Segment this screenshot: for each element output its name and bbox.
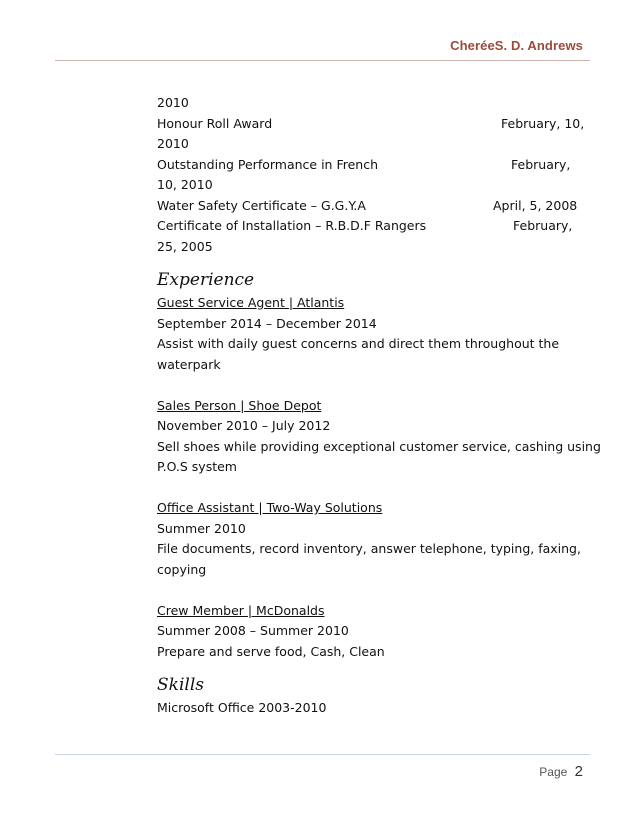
job-description: Assist with daily guest concerns and direct them throughout the bbox=[157, 336, 560, 351]
award-date: April, 5, 2008 bbox=[493, 197, 578, 213]
page-label: Page bbox=[539, 765, 568, 779]
section-heading-skills: Skills bbox=[157, 675, 204, 695]
award-line bbox=[157, 114, 597, 135]
job-description: Prepare and serve food, Cash, Clean bbox=[157, 643, 385, 659]
award-date: February, bbox=[513, 218, 573, 233]
award-line bbox=[157, 216, 597, 237]
job-title: Office Assistant | Two-Way Solutions bbox=[157, 500, 383, 515]
job-description: Sell shoes while providing exceptional customer service, cashing using bbox=[157, 438, 601, 454]
award-date: February, 10, bbox=[501, 115, 585, 131]
award-line: 10, 2010 bbox=[157, 177, 213, 192]
job-description: P.O.S system bbox=[157, 459, 237, 474]
spacer bbox=[157, 580, 597, 601]
award-line: 2010 bbox=[157, 95, 189, 110]
skill-item: Microsoft Office 2003-2010 bbox=[157, 700, 327, 715]
award-title: Certificate of Installation – R.B.D.F Rangers bbox=[157, 218, 427, 233]
spacer bbox=[157, 478, 597, 499]
job-title: Sales Person | Shoe Depot bbox=[157, 397, 322, 413]
job-period: November 2010 – July 2012 bbox=[157, 418, 331, 433]
section-heading-experience: Experience bbox=[157, 270, 255, 290]
header-divider bbox=[55, 60, 590, 61]
award-title: Water Safety Certificate – G.G.Y.A bbox=[157, 197, 366, 213]
job-period: September 2014 – December 2014 bbox=[157, 315, 377, 331]
award-line: 25, 2005 bbox=[157, 238, 213, 254]
award-title: Outstanding Performance in French bbox=[157, 156, 379, 172]
job-description: copying bbox=[157, 561, 207, 577]
award-line: 2010 bbox=[157, 136, 189, 151]
job-description: waterpark bbox=[157, 356, 221, 372]
award-line bbox=[157, 155, 597, 176]
page-number-footer bbox=[539, 763, 583, 780]
header-name: CheréeS. D. Andrews bbox=[450, 38, 583, 53]
job-period: Summer 2008 – Summer 2010 bbox=[157, 623, 349, 638]
job-title: Guest Service Agent | Atlantis bbox=[157, 295, 345, 310]
spacer bbox=[157, 375, 597, 396]
page-content bbox=[157, 93, 601, 719]
job-description: File documents, record inventory, answer telephone, typing, faxing, bbox=[157, 541, 581, 556]
award-title: Honour Roll Award bbox=[157, 115, 273, 131]
award-date: February, bbox=[511, 156, 571, 172]
job-title: Crew Member | McDonalds bbox=[157, 602, 325, 618]
job-period: Summer 2010 bbox=[157, 520, 246, 536]
award-line bbox=[157, 196, 597, 217]
footer-divider bbox=[55, 754, 590, 755]
page-number: 2 bbox=[574, 763, 583, 780]
